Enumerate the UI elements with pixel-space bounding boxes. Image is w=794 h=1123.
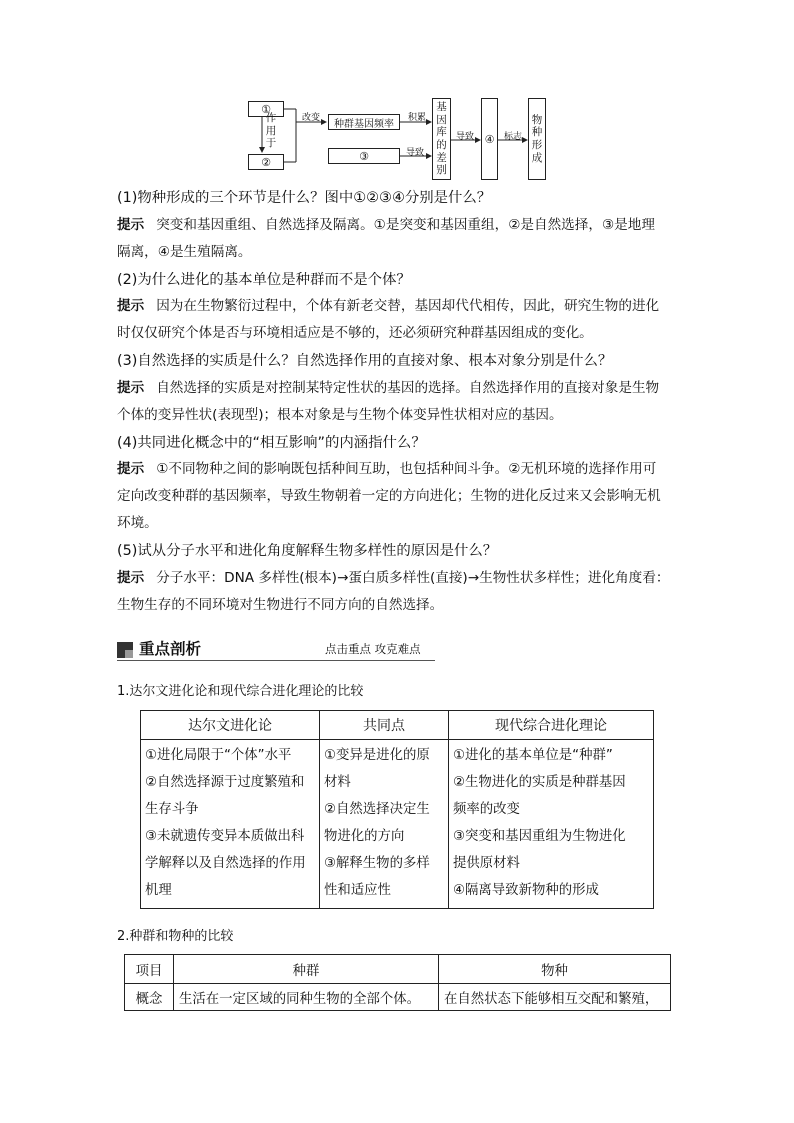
answer-5 [117, 565, 677, 619]
hint-label: 提示 [117, 570, 145, 586]
cell-line: 频率的改变 [453, 802, 520, 817]
cell-line: 物进化的方向 [324, 829, 405, 844]
table2-caption: 2.种群和物种的比较 [117, 929, 234, 944]
answer-line: 自然选择的实质是对控制某特定性状的基因的选择。自然选择作用的直接对象是生物 [156, 380, 660, 396]
table-header-cell: 项目 [125, 955, 174, 984]
box-2-label: ② [261, 155, 271, 169]
answer-line: 突变和基因重组、自然选择及隔离。①是突变和基因重组，②是自然选择，③是地理 [156, 217, 655, 233]
box-4-label: ④ [484, 132, 495, 146]
gene-pool-difference-box [432, 98, 451, 180]
answer-line: 时仅仅研究个体是否与环境相适应是不够的，还必须研究种群基因组成的变化。 [117, 325, 593, 341]
cell-line: 性和适应性 [324, 883, 391, 898]
acts-on-label: 作 用 于 [265, 112, 277, 150]
box-2 [248, 154, 284, 170]
answer-line: 个体的变异性状(表现型)；根本对象是与生物个体变异性状相对应的基因。 [117, 407, 563, 423]
cell-line: ②自然选择决定生 [324, 802, 430, 817]
section-divider [117, 660, 435, 661]
answer-3 [117, 375, 677, 429]
section-header [117, 638, 435, 664]
cell-line: ③突变和基因重组为生物进化 [453, 829, 626, 844]
answer-4 [117, 456, 677, 537]
cell-line: ①进化局限于“个体”水平 [145, 748, 292, 763]
mark-label: 标志 [504, 132, 523, 142]
common-column-cell [320, 740, 449, 909]
hint-label: 提示 [117, 380, 145, 396]
answer-line: 分子水平：DNA 多样性(根本)→蛋白质多样性(直接)→生物性状多样性；进化角度看： [156, 570, 670, 586]
hint-label: 提示 [117, 217, 145, 233]
table-header-cell: 物种 [439, 955, 671, 984]
table-header-row [125, 955, 671, 984]
question-5: (5)试从分子水平和进化角度解释生物多样性的原因是什么？ [117, 543, 498, 559]
modern-column-cell [449, 740, 654, 909]
cell-line: ③未就遗传变异本质做出科 [145, 829, 305, 844]
table-row [141, 740, 654, 909]
cell-line: ④隔离导致新物种的形成 [453, 883, 599, 898]
table1-caption: 1.达尔文进化论和现代综合进化理论的比较 [117, 684, 364, 699]
cell-line: ①进化的基本单位是“种群” [453, 748, 613, 763]
cell-line: 学解释以及自然选择的作用 [145, 856, 306, 871]
answer-line: 因为在生物繁衍过程中，个体有新老交替，基因却代代相传，因此，研究生物的进化 [156, 298, 660, 314]
answer-line: 定向改变种群的基因频率，导致生物朝着一定的方向进化；生物的进化反过来又会影响无机 [117, 488, 661, 504]
darwin-modern-comparison-table [140, 710, 654, 909]
table-header-cell: 现代综合进化理论 [449, 711, 654, 740]
answer-2 [117, 293, 677, 347]
table-header-row [141, 711, 654, 740]
change-label: 改变 [302, 113, 321, 123]
box-3-label: ③ [359, 149, 369, 163]
cell-line: 生存斗争 [145, 802, 199, 817]
lead-to-label-2: 导致 [456, 132, 475, 142]
cell-line: ③解释生物的多样 [324, 856, 430, 871]
gene-pool-difference-label: 基 因 库 的 差 别 [436, 101, 447, 177]
cell-line: ①变异是进化的原 [324, 748, 430, 763]
section-tagline: 点击重点 攻克难点 [325, 642, 421, 656]
hint-label: 提示 [117, 461, 145, 477]
accumulate-label: 积累 [408, 113, 427, 123]
cell-line: ②自然选择源于过度繁殖和 [145, 775, 305, 790]
box-1-label: ① [261, 102, 271, 116]
table-header-cell: 达尔文进化论 [141, 711, 320, 740]
table-cell: 生活在一定区域的同种生物的全部个体。 [174, 984, 439, 1011]
cell-line: 提供原材料 [453, 856, 520, 871]
question-1: (1)物种形成的三个环节是什么？图中①②③④分别是什么？ [117, 190, 492, 206]
question-4: (4)共同进化概念中的“相互影响”的内涵指什么？ [117, 435, 426, 451]
table-cell: 概念 [125, 984, 174, 1011]
cell-line: ②生物进化的实质是种群基因 [453, 775, 626, 790]
hint-label: 提示 [117, 298, 145, 314]
gene-frequency-label: 种群基因频率 [334, 118, 394, 130]
cell-line: 材料 [324, 775, 351, 790]
box-4 [481, 98, 498, 180]
answer-line: 生物生存的不同环境对生物进行不同方向的自然选择。 [117, 597, 444, 613]
darwin-column-cell [141, 740, 320, 909]
answer-line: 环境。 [117, 515, 158, 531]
answer-line: 隔离，④是生殖隔离。 [117, 244, 252, 260]
box-3 [328, 148, 400, 164]
cell-line: 机理 [145, 883, 172, 898]
table-cell: 在自然状态下能够相互交配和繁殖， [439, 984, 671, 1011]
speciation-flow-diagram [240, 92, 560, 184]
answer-line: ①不同物种之间的影响既包括种间互助，也包括种间斗争。②无机环境的选择作用可 [156, 461, 657, 477]
table-header-cell: 种群 [174, 955, 439, 984]
species-formation-label: 物 种 形 成 [531, 113, 543, 164]
section-title: 重点剖析 [139, 640, 202, 658]
question-3: (3)自然选择的实质是什么？自然选择作用的直接对象、根本对象分别是什么？ [117, 353, 613, 369]
species-formation-box [528, 98, 546, 180]
lead-to-label-1: 导致 [406, 148, 425, 158]
population-species-table [124, 954, 671, 1011]
question-2: (2)为什么进化的基本单位是种群而不是个体？ [117, 272, 411, 288]
table-row [125, 984, 671, 1011]
answer-1 [117, 212, 677, 266]
section-square-icon [117, 642, 133, 658]
gene-frequency-box [328, 114, 400, 130]
table-header-cell: 共同点 [320, 711, 449, 740]
